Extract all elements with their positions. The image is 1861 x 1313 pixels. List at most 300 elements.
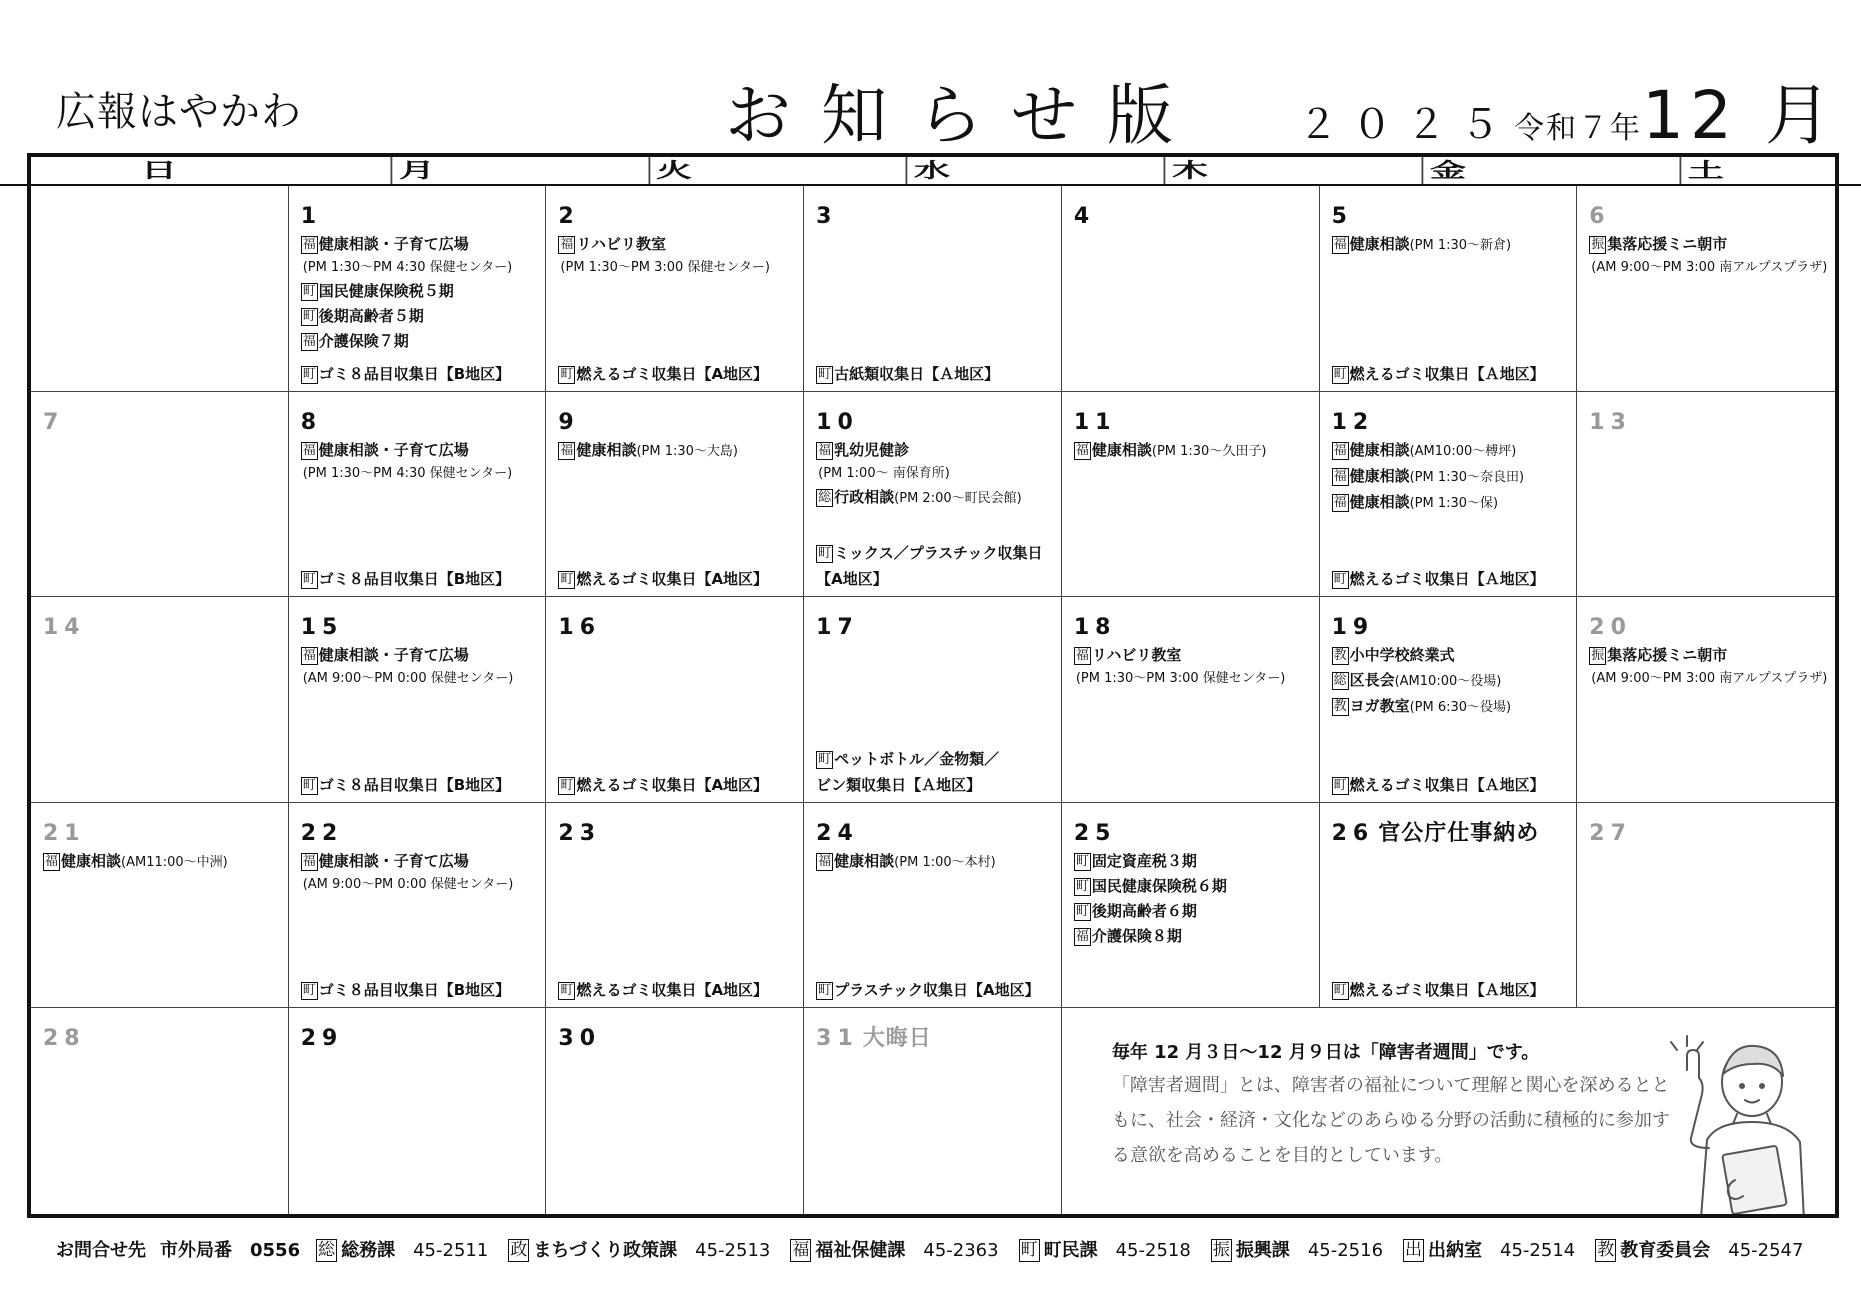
- date-label: 19: [1331, 615, 1375, 641]
- holiday-label: 大晦日: [862, 1026, 932, 1052]
- event-time: (PM 1:30～久田子): [1151, 443, 1267, 459]
- day-number: [1332, 615, 1567, 641]
- dept-tag: 町: [1075, 853, 1089, 869]
- dept-tag: 福: [560, 442, 574, 458]
- day-number: [1589, 410, 1825, 436]
- year-label: ２０２５: [1298, 102, 1515, 148]
- event-item: [558, 361, 799, 387]
- event-detail: (PM 1:30～PM 4:30 保健センター): [302, 260, 513, 275]
- day-cell: [546, 392, 804, 598]
- event-detail: (PM 1:30～PM 3:00 保健センター): [560, 260, 770, 275]
- day-number: [1074, 821, 1309, 847]
- event-item: [1074, 849, 1309, 874]
- event-item: [1332, 566, 1573, 592]
- event-item: [1332, 361, 1573, 387]
- date-label: 17: [816, 615, 859, 641]
- dept-tag: 福: [1075, 928, 1089, 944]
- contact-label: お問合せ先: [56, 1240, 146, 1261]
- collection-schedule: [1332, 566, 1573, 592]
- event-time: (AM11:00～中洲): [121, 854, 228, 870]
- event-text: ビン類収集日【Ａ地区】: [816, 775, 982, 794]
- date-label: 26: [1331, 820, 1375, 846]
- day-number: [558, 615, 793, 641]
- event-item: [301, 849, 536, 874]
- day-number: [1589, 204, 1825, 230]
- day-cell: [1320, 186, 1578, 392]
- weekday-header: 木: [959, 157, 1423, 186]
- date-label: 20: [1589, 615, 1632, 641]
- weekday-header: 月: [186, 157, 650, 186]
- day-cell: [1577, 597, 1835, 803]
- dept-name: 町民課: [1043, 1240, 1098, 1261]
- event-item: [816, 438, 1051, 463]
- event-item: [816, 485, 1051, 511]
- event-text: ペットボトル／金物類／: [834, 749, 1000, 768]
- date-label: 15: [300, 615, 344, 641]
- calendar-grid: [27, 153, 1839, 1218]
- event-item: [1332, 668, 1567, 694]
- dept-tag: 福: [302, 334, 316, 349]
- day-number: [43, 615, 278, 641]
- day-cell: [1577, 392, 1835, 598]
- holiday-label: 官公庁仕事納め: [1378, 820, 1540, 846]
- contact-item: [506, 1240, 788, 1261]
- date-label: 6: [1589, 204, 1611, 229]
- dept-name: まちづくり政策課: [533, 1240, 678, 1261]
- event-time: (PM 6:30～役場): [1409, 700, 1512, 716]
- date-label: 12: [1331, 409, 1375, 435]
- event-item: [816, 566, 1057, 592]
- day-cell: [31, 597, 289, 803]
- date-heading: [1298, 62, 1837, 157]
- event-item: [558, 232, 793, 257]
- dept-tag: 町: [1075, 878, 1089, 894]
- contact-item: [1401, 1240, 1593, 1261]
- event-item: [1589, 643, 1825, 668]
- event-item: [1074, 874, 1309, 899]
- event-text: ゴミ８品目収集日【B地区】: [318, 775, 511, 794]
- event-item: [301, 566, 542, 592]
- contact-footer: [56, 1236, 1821, 1262]
- event-text: リハビリ教室: [576, 235, 666, 253]
- day-number: [558, 1026, 793, 1052]
- event-text: 健康相談: [1349, 440, 1410, 459]
- phone-number: 45-2513: [695, 1240, 771, 1261]
- day-cell: [546, 803, 804, 1009]
- page-title: お知らせ版: [725, 77, 1204, 154]
- event-text: 介護保険７期: [318, 332, 409, 350]
- day-number: [301, 615, 536, 641]
- event-detail: (AM 9:00～PM 3:00 南アルプスプラザ): [1591, 671, 1828, 687]
- dept-name: 教育委員会: [1620, 1240, 1711, 1261]
- day-cell: [289, 186, 547, 392]
- contact-item: [1017, 1240, 1209, 1261]
- contact-item: [314, 1240, 506, 1261]
- day-cell: [546, 1008, 804, 1214]
- event-item: [301, 361, 542, 387]
- event-item: [816, 540, 1057, 566]
- date-label: 4: [1073, 204, 1096, 229]
- dept-tag: 振: [1591, 648, 1605, 664]
- date-label: 2: [558, 204, 580, 229]
- collection-schedule: [1332, 977, 1573, 1003]
- dept-tag: 福: [1333, 442, 1347, 458]
- event-text: 国民健康保険税５期: [318, 282, 454, 300]
- collection-schedule: [301, 566, 542, 592]
- day-number: [816, 1026, 1051, 1052]
- event-text: ゴミ８品目収集日【B地区】: [318, 570, 511, 589]
- event-text: 燃えるゴミ収集日【A地区】: [576, 775, 769, 794]
- event-item: [558, 566, 799, 592]
- day-cell: [1320, 803, 1578, 1009]
- event-text: 乳幼児健診: [834, 440, 910, 459]
- dept-tag: 福: [302, 237, 316, 252]
- dept-tag: 教: [1333, 699, 1347, 715]
- day-number: [558, 821, 793, 847]
- event-item: [816, 361, 1057, 387]
- event-text: ヨガ教室: [1349, 697, 1410, 716]
- notice-box: [1062, 1008, 1835, 1214]
- day-cell: [31, 392, 289, 598]
- event-item: [1332, 643, 1567, 668]
- event-text: 後期高齢者５期: [318, 307, 424, 325]
- phone-number: 45-2516: [1307, 1240, 1384, 1261]
- phone-number: 45-2511: [413, 1240, 489, 1261]
- dept-tag: 町: [302, 309, 316, 324]
- dept-tag: 町: [818, 751, 832, 767]
- dept-tag: 町: [818, 983, 832, 999]
- event-text: 健康相談: [1349, 492, 1410, 511]
- dept-tag: 町: [1075, 903, 1089, 919]
- event-text: 固定資産税３期: [1091, 851, 1197, 870]
- date-label: 30: [558, 1026, 602, 1052]
- event-detail: (AM 9:00～PM 0:00 保健センター): [302, 671, 514, 687]
- event-time: (AM10:00～役場): [1394, 674, 1502, 690]
- dept-tag: 福: [1333, 237, 1347, 252]
- dept-tag: 町: [1020, 1240, 1038, 1260]
- date-label: 16: [558, 615, 602, 641]
- event-text: 古紙類収集日【Ａ地区】: [834, 364, 1000, 383]
- day-number: [1074, 410, 1309, 436]
- event-time: (PM 1:30～新倉): [1409, 238, 1512, 253]
- day-cell: [546, 186, 804, 392]
- day-cell: [289, 597, 547, 803]
- day-cell: [31, 186, 289, 392]
- event-text: 後期高齢者６期: [1091, 901, 1197, 920]
- event-text: 健康相談・子育て広場: [318, 235, 469, 253]
- event-text: リハビリ教室: [1091, 646, 1182, 665]
- day-cell: [1577, 803, 1835, 1009]
- collection-schedule: [301, 361, 542, 387]
- collection-schedule: [816, 361, 1057, 387]
- day-cell: [1062, 392, 1320, 598]
- event-detail: (AM 9:00～PM 3:00 南アルプスプラザ): [1591, 260, 1828, 275]
- event-text: 健康相談・子育て広場: [318, 851, 469, 870]
- collection-schedule: [558, 772, 799, 798]
- area-code: 市外局番 0556: [160, 1240, 301, 1261]
- event-text: 燃えるゴミ収集日【Ａ地区】: [1349, 775, 1545, 794]
- day-number: [301, 410, 536, 436]
- collection-schedule: [301, 977, 542, 1003]
- day-cell: [804, 597, 1062, 803]
- day-cell: [1062, 803, 1320, 1009]
- event-item: [43, 849, 278, 875]
- collection-schedule: [301, 772, 542, 798]
- day-number: [301, 204, 536, 230]
- contact-item: [1593, 1240, 1821, 1261]
- event-item: [301, 304, 536, 329]
- collection-schedule: [816, 977, 1057, 1003]
- event-item: [558, 772, 799, 798]
- event-text: 燃えるゴミ収集日【Ａ地区】: [1349, 570, 1545, 589]
- collection-schedule: [1332, 361, 1573, 387]
- dept-tag: 町: [302, 777, 316, 793]
- day-cell: [289, 1008, 547, 1214]
- day-number: [301, 1026, 536, 1052]
- phone-number: 45-2514: [1500, 1240, 1576, 1261]
- day-number: [1332, 410, 1567, 436]
- dept-tag: 振: [1591, 237, 1605, 252]
- phone-number: 45-2363: [923, 1240, 999, 1261]
- event-text: 燃えるゴミ収集日【A地区】: [576, 981, 769, 1000]
- event-text: 健康相談・子育て広場: [318, 440, 469, 459]
- date-label: 1: [300, 204, 323, 229]
- event-item: [816, 849, 1051, 875]
- dept-tag: 福: [560, 237, 574, 252]
- event-text: ゴミ８品目収集日【B地区】: [318, 364, 511, 383]
- event-item: [1074, 438, 1309, 464]
- date-label: 11: [1073, 409, 1117, 435]
- dept-tag: 町: [1333, 572, 1347, 588]
- event-text: 燃えるゴミ収集日【Ａ地区】: [1349, 364, 1545, 383]
- event-time: (PM 1:30～大島): [636, 443, 738, 459]
- dept-tag: 町: [1333, 777, 1347, 793]
- event-time: (PM 2:00～町民会館): [894, 490, 1022, 506]
- day-cell: [1320, 597, 1578, 803]
- event-text: ゴミ８品目収集日【B地区】: [318, 981, 511, 1000]
- nurse-illustration-icon: [1657, 1030, 1807, 1214]
- date-label: 29: [300, 1026, 344, 1052]
- dept-name: 振興課: [1235, 1240, 1290, 1261]
- dept-tag: 総: [318, 1240, 336, 1260]
- event-text: 健康相談: [1349, 235, 1410, 253]
- event-text: 国民健康保険税６期: [1091, 876, 1227, 895]
- day-cell: [804, 803, 1062, 1009]
- date-label: 23: [558, 820, 602, 846]
- event-text: ミックス／プラスチック収集日: [834, 544, 1043, 563]
- month-label: 12 月: [1642, 77, 1837, 154]
- event-item: [301, 329, 536, 354]
- phone-number: 45-2547: [1728, 1240, 1804, 1261]
- dept-tag: 福: [302, 442, 316, 458]
- event-text: 集落応援ミニ朝市: [1607, 235, 1728, 253]
- event-text: 燃えるゴミ収集日【A地区】: [576, 364, 769, 383]
- event-item: [1332, 438, 1567, 464]
- event-item: [1074, 924, 1309, 949]
- dept-tag: 福: [818, 442, 832, 458]
- event-time: (AM10:00～榑坪): [1409, 443, 1517, 459]
- event-detail: (PM 1:00～ 南保育所): [818, 465, 950, 481]
- event-item: [301, 643, 536, 668]
- date-label: 22: [300, 820, 344, 846]
- date-label: 25: [1073, 820, 1117, 846]
- event-text: 集落応援ミニ朝市: [1607, 646, 1728, 665]
- event-text: 健康相談: [834, 851, 895, 870]
- event-item: [558, 977, 799, 1003]
- dept-tag: 町: [818, 366, 832, 382]
- event-text: 行政相談: [834, 487, 895, 506]
- day-number: [43, 410, 278, 436]
- day-number: [1074, 615, 1309, 641]
- dept-name: 総務課: [341, 1240, 396, 1261]
- dept-tag: 福: [1075, 442, 1089, 458]
- date-label: 24: [816, 820, 859, 846]
- dept-tag: 福: [45, 853, 59, 869]
- day-cell: [31, 1008, 289, 1214]
- date-label: 3: [816, 204, 838, 229]
- day-number: [558, 204, 793, 230]
- day-cell: [31, 803, 289, 1009]
- date-label: 27: [1589, 820, 1632, 846]
- phone-number: 45-2518: [1115, 1240, 1191, 1261]
- day-number: [816, 821, 1051, 847]
- contact-item: [788, 1240, 1016, 1261]
- day-cell: [289, 392, 547, 598]
- dept-name: 福祉保健課: [815, 1240, 906, 1261]
- event-detail: (PM 1:30～PM 4:30 保健センター): [302, 465, 513, 481]
- weekday-header: 土: [1474, 157, 1861, 186]
- date-label: 7: [43, 409, 65, 435]
- dept-tag: 町: [560, 983, 574, 999]
- day-cell: [804, 186, 1062, 392]
- collection-schedule: [558, 361, 799, 387]
- collection-schedule: [558, 566, 799, 592]
- event-detail: (PM 1:30～PM 3:00 保健センター): [1075, 671, 1286, 687]
- event-detail: (AM 9:00～PM 0:00 保健センター): [302, 876, 514, 892]
- dept-tag: 政: [510, 1240, 528, 1260]
- day-cell: [546, 597, 804, 803]
- dept-tag: 福: [302, 853, 316, 869]
- day-cell: [1320, 392, 1578, 598]
- day-cell: [804, 392, 1062, 598]
- date-label: 8: [300, 409, 323, 435]
- dept-tag: 町: [302, 284, 316, 299]
- event-item: [301, 977, 542, 1003]
- dept-tag: 町: [560, 777, 574, 793]
- day-cell: [1062, 186, 1320, 392]
- event-item: [301, 772, 542, 798]
- event-item: [301, 438, 536, 463]
- event-item: [816, 977, 1057, 1003]
- date-label: 9: [558, 409, 580, 435]
- notice-title: 毎年 12 月３日～12 月９日は「障害者週間」です。: [1111, 1042, 1540, 1064]
- dept-tag: 町: [302, 572, 316, 588]
- date-label: 28: [43, 1026, 86, 1052]
- event-item: [1332, 977, 1573, 1003]
- event-item: [1332, 464, 1567, 490]
- event-text: 健康相談・子育て広場: [318, 646, 469, 665]
- event-text: 健康相談: [1349, 466, 1410, 485]
- era-label: 令和７年: [1514, 111, 1643, 146]
- dept-tag: 町: [302, 983, 316, 999]
- date-label: 10: [816, 409, 859, 435]
- collection-schedule: [558, 977, 799, 1003]
- event-text: 燃えるゴミ収集日【A地区】: [576, 570, 769, 589]
- dept-tag: 出: [1405, 1240, 1423, 1260]
- event-item: [558, 438, 793, 464]
- weekday-header: 金: [1216, 157, 1680, 186]
- event-text: 介護保険８期: [1091, 926, 1182, 945]
- dept-tag: 教: [1597, 1240, 1615, 1260]
- event-item: [1332, 694, 1567, 720]
- weekday-header: 水: [701, 157, 1165, 186]
- dept-tag: 福: [818, 853, 832, 869]
- collection-schedule: [1332, 772, 1573, 798]
- day-cell: [289, 803, 547, 1009]
- day-number: [43, 821, 278, 847]
- day-number: [43, 1026, 278, 1052]
- publication-name: 広報はやかわ: [56, 89, 302, 135]
- event-item: [816, 772, 1057, 798]
- day-number: [558, 410, 793, 436]
- event-text: 小中学校終業式: [1349, 646, 1455, 665]
- collection-schedule: [816, 540, 1057, 592]
- event-item: [1589, 232, 1825, 257]
- event-item: [1332, 772, 1573, 798]
- event-time: (PM 1:30～奈良田): [1409, 469, 1525, 485]
- day-cell: [804, 1008, 1062, 1214]
- date-label: 13: [1589, 409, 1632, 435]
- date-label: 31: [816, 1026, 859, 1052]
- dept-tag: 町: [1333, 366, 1347, 382]
- dept-tag: 福: [1333, 468, 1347, 484]
- day-number: [816, 410, 1051, 436]
- event-text: 健康相談: [1091, 440, 1152, 459]
- dept-tag: 福: [792, 1240, 810, 1260]
- event-text: 健康相談: [61, 851, 122, 870]
- dept-tag: 総: [818, 489, 832, 505]
- day-number: [1589, 821, 1825, 847]
- event-item: [1074, 899, 1309, 924]
- event-item: [1074, 643, 1309, 668]
- dept-tag: 町: [302, 366, 316, 382]
- day-number: [1332, 204, 1567, 230]
- day-number: [816, 204, 1051, 230]
- event-time: (PM 1:00～本村): [894, 854, 996, 870]
- day-cell: [1062, 597, 1320, 803]
- day-number: [1589, 615, 1825, 641]
- event-time: (PM 1:30～保): [1409, 495, 1499, 511]
- event-text: 【A地区】: [816, 570, 888, 589]
- dept-tag: 福: [1333, 494, 1347, 510]
- day-number: [1332, 821, 1567, 847]
- day-number: [816, 615, 1051, 641]
- collection-schedule: [816, 746, 1057, 798]
- event-text: 健康相談: [576, 440, 637, 459]
- dept-tag: 福: [1075, 648, 1089, 664]
- dept-tag: 総: [1333, 673, 1347, 689]
- weekday-header: 日: [0, 157, 392, 186]
- weekday-header: 火: [443, 157, 907, 186]
- dept-tag: 町: [818, 546, 832, 562]
- dept-tag: 町: [560, 366, 574, 382]
- event-item: [301, 232, 536, 257]
- dept-tag: 振: [1212, 1240, 1230, 1260]
- date-label: 18: [1073, 615, 1117, 641]
- dept-tag: 福: [302, 648, 316, 664]
- dept-tag: 町: [1333, 983, 1347, 999]
- event-text: プラスチック収集日【A地区】: [834, 981, 1040, 1000]
